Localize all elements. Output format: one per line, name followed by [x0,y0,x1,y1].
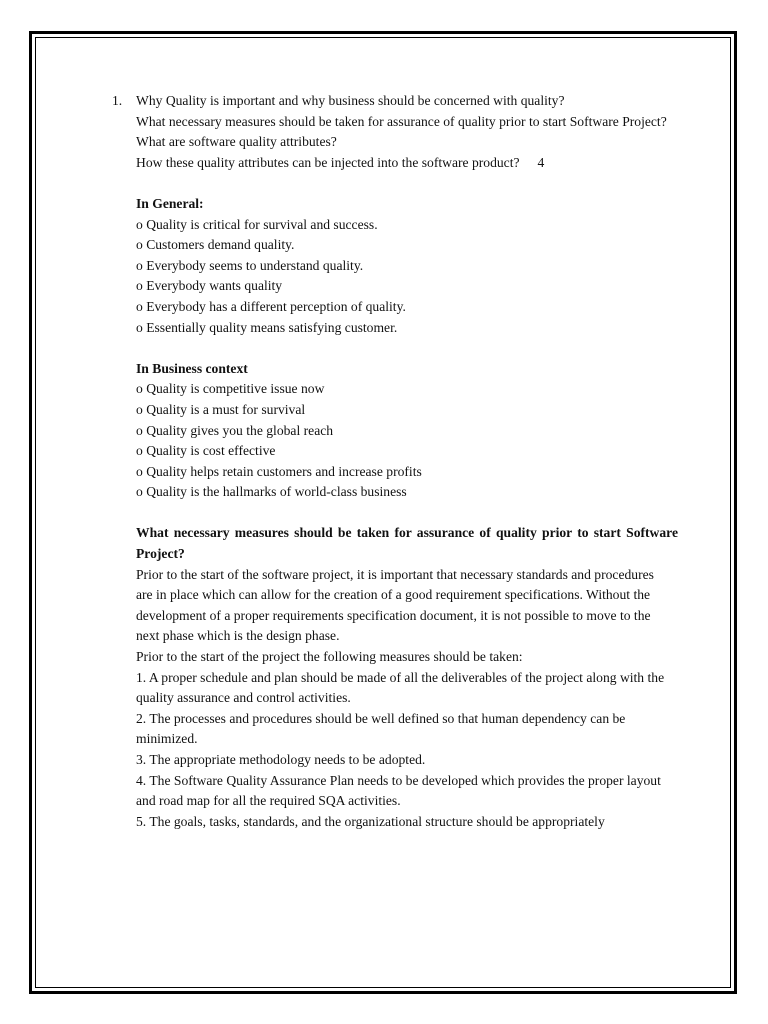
general-item: o Everybody has a different perception of quality. [136,298,406,314]
business-item: o Quality is competitive issue now [136,381,325,397]
measures-item: 2. The processes and procedures should be well defined so that human dependency can be minimized. [136,710,626,747]
general-section [136,194,678,338]
business-item: o Quality helps retain customers and increase profits [136,463,422,479]
business-item: o Quality is the hallmarks of world-class business [136,484,407,500]
question-line [136,153,678,174]
question-line-text: How these quality attributes can be injected into the software product? [136,154,520,170]
general-item: o Quality is critical for survival and success. [136,216,378,232]
business-item: o Quality is a must for survival [136,401,306,417]
measures-intro: Prior to the start of the project the following measures should be taken: [136,649,523,665]
question-marks: 4 [537,154,545,170]
measures-section [136,523,678,832]
measures-heading: What necessary measures should be taken for assurance of quality prior to start Software Project? [136,525,678,562]
question-line: What necessary measures should be taken for assurance of quality prior to start Software Project? [136,113,667,129]
general-item: o Essentially quality means satisfying customer. [136,319,398,335]
business-item: o Quality is cost effective [136,443,276,459]
measures-item: 4. The Software Quality Assurance Plan needs to be developed which provides the proper layout and road map for all the required SQA activities. [136,772,661,809]
general-item: o Everybody seems to understand quality. [136,257,364,273]
business-section [136,359,678,503]
general-item: o Everybody wants quality [136,278,283,294]
business-heading: In Business context [136,360,248,376]
question-line: Why Quality is important and why business should be concerned with quality? [136,93,565,108]
question-line: What are software quality attributes? [136,134,337,150]
measures-item: 5. The goals, tasks, standards, and the organizational structure should be appropriately [136,813,605,829]
document-body [112,91,678,832]
question-block [112,91,678,173]
general-item: o Customers demand quality. [136,237,295,253]
business-item: o Quality gives you the global reach [136,422,334,438]
measures-item: 3. The appropriate methodology needs to be adopted. [136,752,426,767]
question-number: 1. [112,93,123,108]
measures-para-line: are in place which can allow for the creation of a good requirement specifications. Without the [136,587,651,603]
measures-para-line: next phase which is the design phase. [136,628,340,644]
measures-para-line: development of a proper requirements specification document, it is not possible to move to the [136,607,651,623]
measures-item: 1. A proper schedule and plan should be made of all the deliverables of the project along with the quality assurance and control activities. [136,669,665,706]
measures-para-line: Prior to the start of the software project, it is important that necessary standards and procedures [136,566,654,582]
general-heading: In General: [136,195,204,211]
